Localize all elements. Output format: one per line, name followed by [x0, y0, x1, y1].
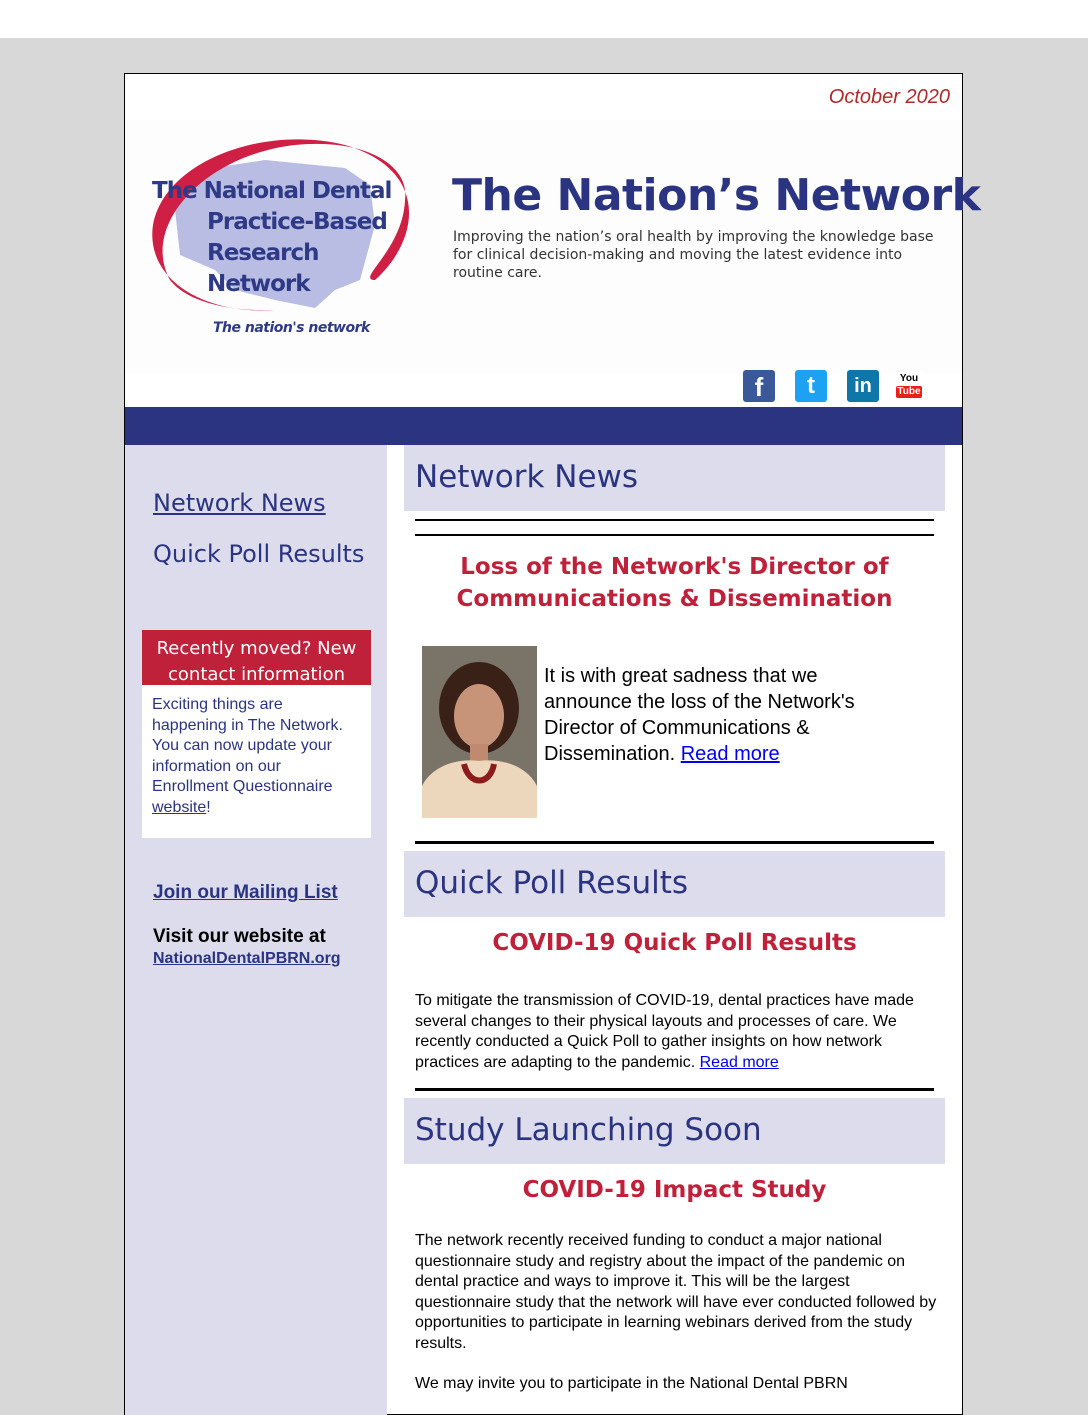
section-header-study: Study Launching Soon [404, 1098, 945, 1164]
newsletter-title: The Nation’s Network [452, 170, 981, 221]
divider [415, 1088, 934, 1091]
issue-date: October 2020 [828, 86, 950, 108]
article-title-study: COVID-19 Impact Study [522, 1177, 827, 1203]
read-more-link[interactable]: Read more [699, 1053, 779, 1071]
article-body-poll: To mitigate the transmission of COVID-19, dental practices have made several changes to their physical layouts and processes of care. We recently conducted a Quick Poll to gather insights on how network practices are adapting to the pandemic. Read more [415, 992, 914, 1071]
nav-bar [125, 407, 962, 445]
divider [415, 841, 934, 844]
newsletter [124, 73, 981, 1415]
youtube-icon[interactable]: You Tube [893, 370, 925, 402]
article-title-loss: Loss of the Network's Director of Communications & Dissemination [456, 554, 893, 612]
recently-moved-text: Exciting things are happening in The Network. You can now update your information on our Enrollment Questionnaire website! [152, 696, 343, 816]
divider [415, 534, 934, 536]
section-header-network-news: Network News [404, 445, 945, 511]
logo-title: The National Dental Practice-Based Research Network [152, 178, 392, 297]
newsletter-subtitle: Improving the nation’s oral health by improving the knowledge base for clinical decision-making and moving the latest evidence into routine care. [453, 229, 934, 281]
article-title-poll: COVID-19 Quick Poll Results [492, 930, 857, 956]
website-link[interactable]: NationalDentalPBRN.org [153, 950, 341, 967]
enrollment-website-link[interactable]: website [152, 798, 207, 816]
divider [415, 519, 934, 521]
logo-tagline: The nation's network [213, 320, 370, 336]
article-body-study: The network recently received funding to conduct a major national questionnaire study and registry about the impact of the pandemic on dental practice and ways to improve it. This will be the largest questionnaire study that the network will have ever conducted followed by opportunities to participate in learning webinars derived from the study results. [415, 1232, 937, 1352]
recently-moved-box [142, 630, 371, 838]
facebook-icon[interactable]: f [743, 370, 775, 402]
sidebar-link-quick-poll[interactable]: Quick Poll Results [153, 540, 365, 568]
article-body-study-continued: We may invite you to participate in the National Dental PBRN [415, 1375, 848, 1392]
recently-moved-heading: Recently moved? New contact information [142, 630, 371, 685]
read-more-link[interactable]: Read more [680, 743, 780, 765]
director-photo [422, 646, 537, 818]
article-body-loss: It is with great sadness that we announce the loss of the Network's Director of Communications & Dissemination. Read more [544, 665, 855, 765]
linkedin-icon[interactable]: in [847, 370, 879, 402]
masthead [125, 120, 981, 374]
mailing-list-link[interactable]: Join our Mailing List [153, 882, 338, 903]
sidebar-link-network-news[interactable]: Network News [153, 489, 326, 517]
twitter-icon[interactable]: t [795, 370, 827, 402]
section-header-quick-poll: Quick Poll Results [404, 851, 945, 917]
network-logo[interactable] [145, 130, 415, 350]
visit-website-label: Visit our website at [153, 926, 326, 947]
portrait-image [422, 646, 537, 818]
top-bar [0, 0, 1088, 38]
